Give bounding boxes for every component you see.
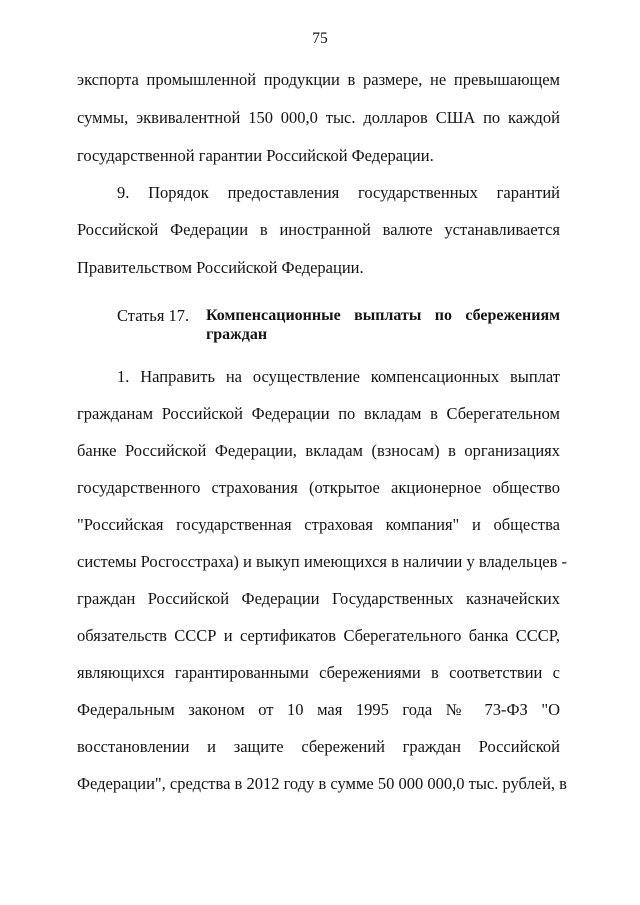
item-1-line: системы Росгосстраха) и выкуп имеющихся в наличии у владельцев - <box>77 552 568 571</box>
item-1-line: Федерации", средства в 2012 году в сумме 50 000 000,0 тыс. рублей, в <box>77 774 567 793</box>
page-number: 75 <box>312 30 328 47</box>
paragraph-line: экспорта промышленной продукции в размере, не превышающем <box>77 70 560 89</box>
article-title-continuation: граждан <box>206 326 268 343</box>
item-9-line: Российской Федерации в иностранной валюте устанавливается <box>77 220 560 239</box>
article-title: Компенсационные выплаты по сбережениям <box>206 307 560 324</box>
item-1-line: 1. Направить на осуществление компенсационных выплат <box>117 367 560 386</box>
article-label: Статья 17. <box>117 306 190 325</box>
item-1-line: обязательств СССР и сертификатов Сберегательного банка СССР, <box>77 626 560 645</box>
item-1-line: восстановлении и защите сбережений граждан Российской <box>77 737 560 756</box>
item-1-line: граждан Российской Федерации Государственных казначейских <box>77 589 560 608</box>
item-9-line: 9. Порядок предоставления государственных гарантий <box>117 183 560 202</box>
paragraph-line: государственной гарантии Российской Федерации. <box>77 146 434 165</box>
item-1-line: "Российская государственная страховая компания" и общества <box>77 515 560 534</box>
item-1-line: являющихся гарантированными сбережениями в соответствии с <box>77 663 560 682</box>
paragraph-line: суммы, эквивалентной 150 000,0 тыс. долларов США по каждой <box>77 108 560 127</box>
item-1-line: банке Российской Федерации, вкладам (взносам) в организациях <box>77 441 560 460</box>
item-1-line: Федеральным законом от 10 мая 1995 года № 73-ФЗ "О <box>77 700 560 719</box>
item-9-line: Правительством Российской Федерации. <box>77 258 364 277</box>
item-1-line: гражданам Российской Федерации по вкладам в Сберегательном <box>77 404 560 423</box>
item-1-line: государственного страхования (открытое акционерное общество <box>77 478 560 497</box>
